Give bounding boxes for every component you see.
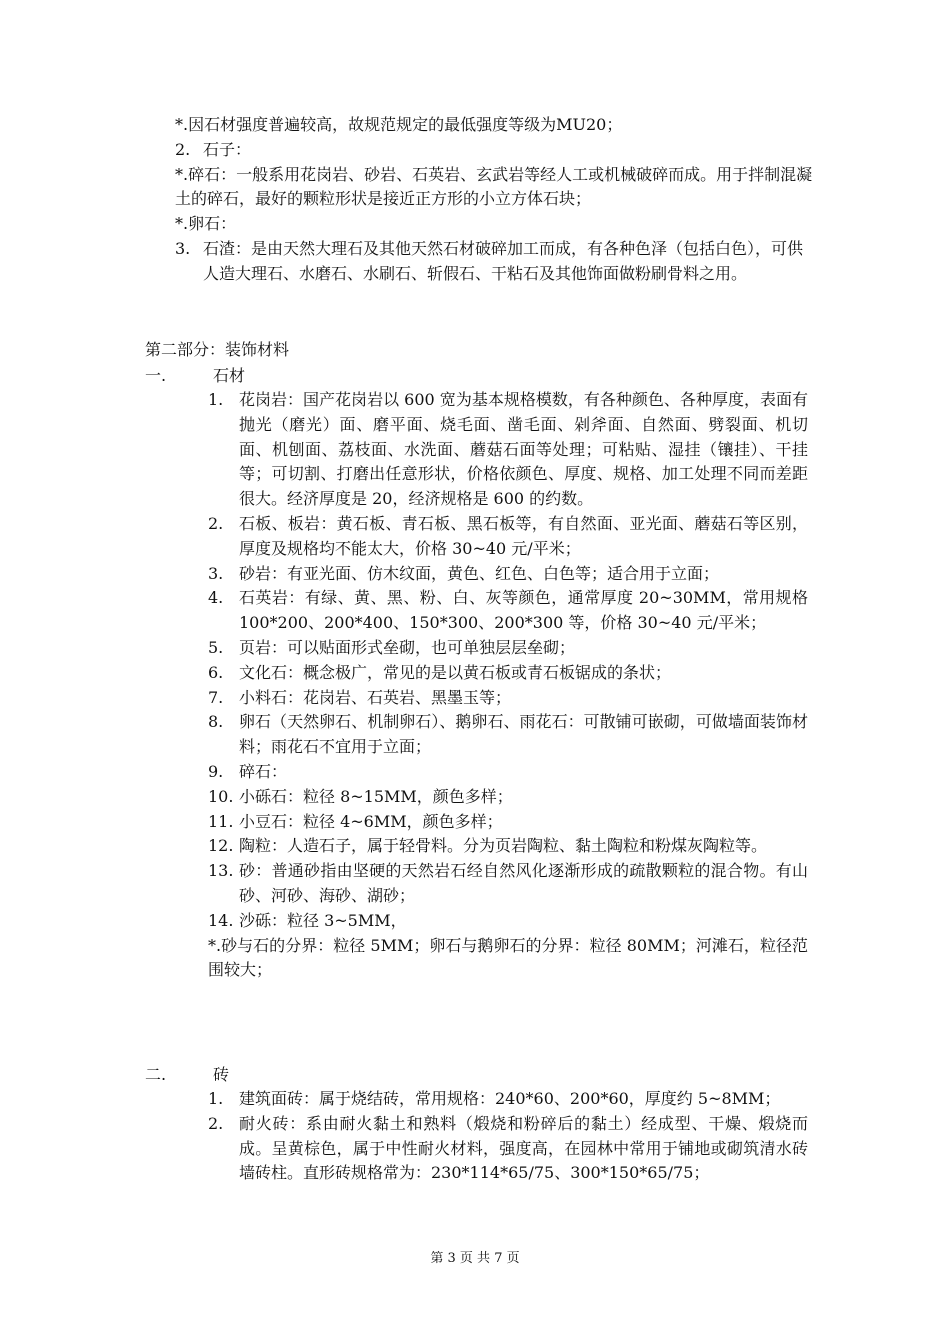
item-text: 砂：普通砂指由坚硬的天然岩石经自然风化逐渐形成的疏散颗粒的混合物。有山砂、河砂、海砂、湖砂； (239, 861, 808, 905)
page-footer: 第 3 页 共 7 页 (430, 1251, 520, 1266)
pebble-note: *.卵石： (175, 214, 237, 234)
list-item (208, 810, 808, 835)
list-item (208, 661, 808, 686)
item-text: 建筑面砖：属于烧结砖，常用规格：240*60、200*60，厚度约 5~8MM； (239, 1089, 781, 1108)
chapter-number: 一. (145, 366, 167, 385)
brick-list (208, 1087, 808, 1186)
list-item (208, 562, 808, 587)
list-item (208, 760, 808, 785)
stone-list (208, 388, 808, 983)
list-item (208, 636, 808, 661)
item-number: 1. (208, 390, 224, 409)
item-number: 14. (208, 910, 234, 930)
item-text: 小砾石：粒径 8~15MM，颜色多样； (239, 786, 513, 806)
item-number: 2. (175, 139, 191, 159)
list-item (175, 237, 815, 287)
boundary-note: *.砂与石的分界：粒径 5MM；卵石与鹅卵石的分界：粒径 80MM；河滩石，粒径范围较大； (208, 935, 808, 980)
item-text: 沙砾：粒径 3~5MM， (239, 910, 407, 930)
item-number: 13. (208, 861, 234, 881)
list-item (175, 138, 815, 163)
item-text: 花岗岩：国产花岗岩以 600 宽为基本规格模数，有各种颜色、各种厚度，表面有抛光（磨光）面、磨平面、烧毛面、凿毛面、剁斧面、自然面、劈裂面、机切面、机刨面、荔枝面、水洗面、蘑菇石面等处理；可粘贴、湿挂（镶挂）、干挂等；可切割、打磨出任意形状，价格依颜色、厚度、规格、加工处理不同而差距很大。经济厚度是 20，经济规格是 600 的约数。 (239, 390, 808, 509)
chapter-heading (145, 364, 245, 389)
item-text: 卵石（天然卵石、机制卵石）、鹅卵石、雨花石：可散铺可嵌砌，可做墙面装饰材料；雨花石不宜用于立面； (239, 712, 808, 757)
list-item (208, 388, 808, 512)
item-number: 2. (208, 1113, 224, 1133)
item-number: 4. (208, 588, 224, 608)
crushed-stone-note: *.碎石：一般系用花岗岩、砂岩、石英岩、玄武岩等经人工或机械破碎而成。用于拌制混凝土的碎石，最好的颗粒形状是接近正方形的小立方体石块； (175, 164, 813, 209)
section-top (175, 113, 815, 287)
chapter-number: 二. (145, 1065, 167, 1084)
list-item (208, 859, 808, 909)
item-text: 碎石： (239, 761, 288, 781)
item-number: 11. (208, 811, 234, 831)
item-text: 小豆石：粒径 4~6MM，颜色多样； (239, 811, 503, 831)
list-item (208, 586, 808, 636)
strength-note: *.因石材强度普遍较高，故规范规定的最低强度等级为MU20； (175, 115, 623, 134)
item-number: 7. (208, 687, 224, 707)
item-number: 1. (208, 1089, 224, 1108)
list-item (208, 686, 808, 711)
item-number: 12. (208, 836, 234, 856)
list-item (208, 785, 808, 810)
list-item (208, 1087, 808, 1112)
chapter-heading (145, 1063, 229, 1088)
item-text: 砂岩：有亚光面、仿木纹面，黄色、红色、白色等；适合用于立面； (239, 563, 720, 583)
chapter-title: 砖 (213, 1065, 230, 1084)
list-item (208, 834, 808, 859)
item-number: 3. (175, 238, 191, 258)
list-item (208, 512, 808, 562)
item-text: 页岩：可以贴面形式垒砌，也可单独层层垒砌； (239, 637, 576, 657)
item-number: 5. (208, 637, 224, 657)
part-title: 第二部分：装饰材料 (145, 340, 290, 359)
item-text: 文化石：概念极广，常见的是以黄石板或青石板锯成的条状； (239, 662, 672, 682)
item-text: 石英岩：有绿、黄、黑、粉、白、灰等颜色，通常厚度 20~30MM，常用规格 100*200、200*400、150*300、200*300 等，价格 30~40 元/平米； (239, 588, 808, 633)
list-item (208, 1112, 808, 1186)
item-number: 6. (208, 662, 224, 682)
item-text: 石渣：是由天然大理石及其他天然石材破碎加工而成，有各种色泽（包括白色），可供人造大理石、水磨石、水刷石、斩假石、干粘石及其他饰面做粉刷骨料之用。 (203, 238, 804, 283)
chapter-title: 石材 (213, 366, 246, 385)
item-text: 小料石：花岗岩、石英岩、黑墨玉等； (239, 687, 512, 707)
item-text: 石板、板岩：黄石板、青石板、黑石板等，有自然面、亚光面、蘑菇石等区别，厚度及规格均不能太大，价格 30~40 元/平米； (239, 513, 808, 558)
list-item (208, 710, 808, 760)
item-number: 9. (208, 761, 224, 781)
item-text: 石子： (203, 139, 252, 159)
item-number: 2. (208, 513, 224, 533)
list-item (208, 909, 808, 934)
item-text: 耐火砖：系由耐火黏土和熟料（煅烧和粉碎后的黏土）经成型、干燥、煅烧而成。呈黄棕色，属于中性耐火材料，强度高，在园林中常用于铺地或砌筑清水砖墙砖柱。直形砖规格常为：230*114*65/75、300*150*65/75； (239, 1113, 808, 1183)
item-number: 10. (208, 786, 234, 806)
item-text: 陶粒：人造石子，属于轻骨料。分为页岩陶粒、黏土陶粒和粉煤灰陶粒等。 (239, 836, 768, 856)
item-number: 3. (208, 563, 224, 583)
item-number: 8. (208, 712, 224, 732)
